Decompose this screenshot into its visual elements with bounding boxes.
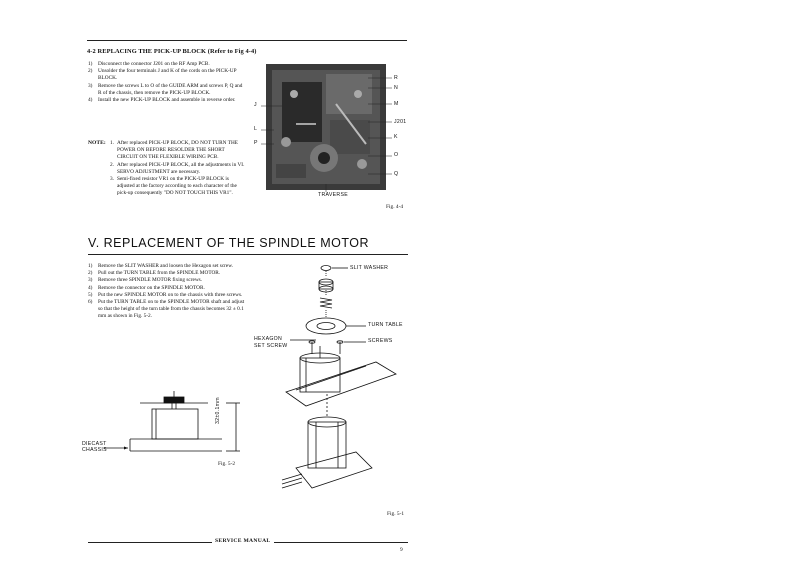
section-v-title: V. REPLACEMENT OF THE SPINDLE MOTOR (88, 236, 369, 250)
fig44-label-n: N (394, 85, 399, 91)
section-4-2-title: 4-2 REPLACING THE PICK-UP BLOCK (Refer to Fig 4-4) (87, 48, 257, 55)
fig51-slit-washer-label: SLIT WASHER (350, 265, 389, 271)
footer-label: SERVICE MANUAL (215, 538, 271, 544)
fig52-chassis-label-1: DIECAST (82, 441, 107, 447)
footer-rule-left (88, 542, 212, 543)
list-item: 2. After replaced PICK-UP BLOCK, all the adjustments in VI. SERVO ADJUSTMENT are necessary. (110, 161, 245, 175)
fig44-caption: Fig. 4-4 (386, 204, 404, 210)
fig52-chassis-label-2: CHASSIS (82, 447, 107, 453)
fig44-label-q: Q (394, 171, 399, 177)
section-4-2-steps (88, 61, 246, 104)
page-number: 9 (400, 547, 403, 553)
fig44-label-l: L (254, 126, 258, 132)
fig44-label-k: K (394, 134, 398, 140)
fig44-label-j201: J201 (394, 119, 407, 125)
fig44-label-o: O (394, 152, 399, 158)
notes-list (110, 140, 247, 198)
fig44-label-p: P (254, 140, 258, 146)
fig51-turn-table-label: TURN TABLE (368, 322, 403, 328)
fig51-drawing (256, 262, 406, 512)
list-item: 2) Unsolder the four terminals J and K of the cords on the PICK-UP BLOCK. (88, 68, 237, 82)
footer-rule-right (274, 542, 408, 543)
list-item: 2) Pull out the TURN TABLE from the SPINDLE MOTOR. (88, 270, 221, 277)
section-v-steps (88, 263, 248, 321)
list-item: 1) Disconnect the connector J201 on the RF Amp PCB. (88, 61, 210, 67)
list-item: 3) Remove the screws L to O of the GUIDE ARM and screws P, Q and R of the chassis, then remove the PICK-UP BLOCK. (88, 82, 243, 96)
top-rule (87, 40, 407, 41)
list-item: 3. Semi-fixed resistor VR1 on the PICK-UP BLOCK is adjusted at the factory according to each character of the pick-up consequently "DO NOT TOUCH THIS VR1". (110, 176, 237, 197)
fig51-hexagon-label-1: HEXAGON (254, 336, 283, 342)
fig44-leaders (256, 64, 399, 190)
list-item: 5) Put the new SPINDLE MOTOR on to the chassis with three screws. (88, 291, 243, 298)
section-v-rule (88, 254, 408, 255)
fig44-label-m: M (394, 101, 399, 107)
list-item: 4) Install the new PICK-UP BLOCK and assemble in reverse order. (88, 97, 236, 104)
fig51-caption: Fig. 5-1 (387, 511, 405, 517)
fig51-screws-label: SCREWS (368, 338, 393, 344)
fig51-hexagon-label-2: SET SCREW (254, 343, 288, 349)
list-item: 6) Put the TURN TABLE on to the SPINDLE MOTOR shaft and adjust so that the height of the turn table from the chassis becomes 32 ± 0.1 mm as shown in Fig. 5-2. (88, 299, 245, 320)
fig44-label-r: R (394, 75, 399, 81)
fig44-label-traverse: TRAVERSE (318, 192, 348, 198)
fig44-label-j: J (254, 102, 257, 108)
note-label: NOTE: (88, 140, 106, 146)
fig52-dimension: 32±0.1mm (215, 397, 221, 424)
list-item: 4) Remove the connector on the SPINDLE MOTOR. (88, 284, 205, 291)
list-item: 1) Remove the SLIT WASHER and loosen the Hexagon set screw. (88, 263, 234, 269)
list-item: 3) Remove three SPINDLE MOTOR fixing screws. (88, 277, 203, 284)
list-item: 1. After replaced PICK-UP BLOCK, DO NOT TURN THE POWER ON BEFORE RESOLDER THE SHORT CIRCUIT ON THE FLEXIBLE WIRING PCB. (110, 140, 239, 161)
fig52-caption: Fig. 5-2 (218, 461, 236, 467)
